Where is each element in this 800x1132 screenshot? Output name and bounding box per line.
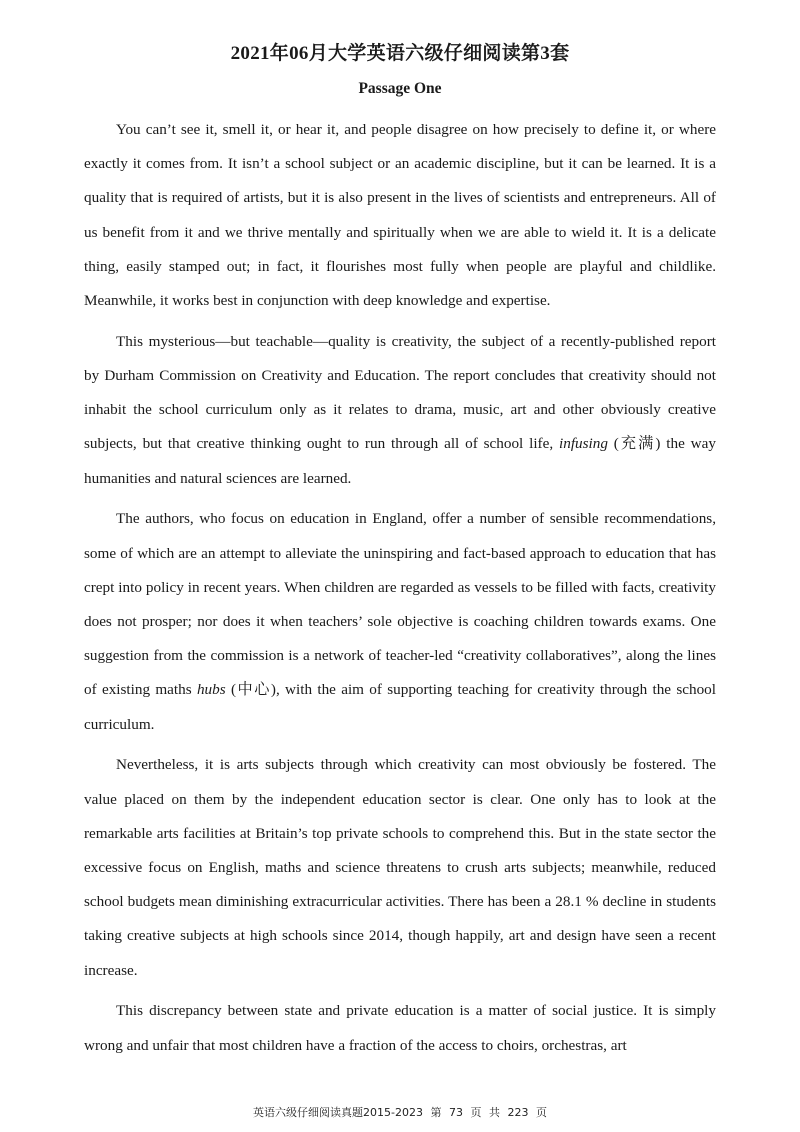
footer-page-unit: 页 (470, 1106, 482, 1119)
document-title: 2021年06月大学英语六级仔细阅读第3套 (230, 43, 570, 64)
paragraph-text: the way humanities and natural sciences are learned. (84, 435, 716, 487)
term-gloss: (中心) (225, 681, 276, 699)
passage-body (84, 113, 716, 1069)
footer-page-number: 73 (448, 1106, 463, 1119)
footer-total-pages: 223 (507, 1106, 529, 1119)
passage-heading: Passage One (358, 80, 442, 97)
footer-total-label: 共 (488, 1106, 500, 1119)
paragraph-4 (84, 748, 716, 987)
paragraph-text: Nevertheless, it is arts subjects through which creativity can most obviously be fostered. The value placed on them by the independent education sector is clear. One only has to look at the remarkable arts facilities at Britain’s top private schools to comprehend this. But in the state sector the excessive focus on English, maths and science threatens to crush arts subjects; meanwhile, reduced school budgets mean diminishing extracurricular activities. There has been a 28.1 % decline in students taking creative subjects at high schools since 2014, though happily, art and design have seen a recent increase. (84, 756, 716, 979)
paragraph-1 (84, 113, 716, 318)
paragraph-text: This discrepancy between state and private education is a matter of social justice. It is simply wrong and unfair that most children have a fraction of the access to choirs, orchestras, art (84, 1002, 716, 1054)
paragraph-3 (84, 502, 716, 741)
paragraph-text: The authors, who focus on education in England, offer a number of sensible recommendations, some of which are an attempt to alleviate the uninspiring and fact-based approach to education that has crept into policy in recent years. When children are regarded as vessels to be filled with facts, creativity does not prosper; nor does it when teachers’ sole objective is coaching children towards exams. One suggestion from the commission is a network of teacher-led “creativity collaboratives”, along the lines of existing maths (84, 510, 716, 699)
footer-source: 英语六级仔细阅读真题2015-2023 (253, 1106, 423, 1119)
footer-total-unit: 页 (535, 1106, 547, 1119)
page-footer (0, 1104, 800, 1120)
paragraph-text: You can’t see it, smell it, or hear it, and people disagree on how precisely to define it, or where exactly it comes from. It isn’t a school subject or an academic discipline, but it can be learned. It is a quality that is required of artists, but it is also present in the lives of scientists and entrepreneurs. All of us benefit from it and we thrive mentally and spiritually when we are able to wield it. It is a delicate thing, easily stamped out; in fact, it flourishes most fully when people are playful and childlike. Meanwhile, it works best in conjunction with deep knowledge and expertise. (84, 121, 716, 310)
paragraph-text: This mysterious—but teachable—quality is creativity, the subject of a recently-published report by Durham Commission on Creativity and Education. The report concludes that creativity should not inhabit the school curriculum only as it relates to drama, music, art and other obviously creative subjects, but that creative thinking ought to run through all of school life, (84, 332, 716, 453)
glossed-term: hubs (196, 681, 226, 699)
paragraph-text: , with the aim of supporting teaching for creativity through the school curriculum. (84, 681, 716, 733)
glossed-term: infusing (559, 435, 608, 453)
paragraph-2 (84, 325, 716, 496)
paragraph-5 (84, 994, 716, 1062)
footer-page-label: 第 (430, 1106, 442, 1119)
term-gloss: (充满) (607, 435, 661, 453)
